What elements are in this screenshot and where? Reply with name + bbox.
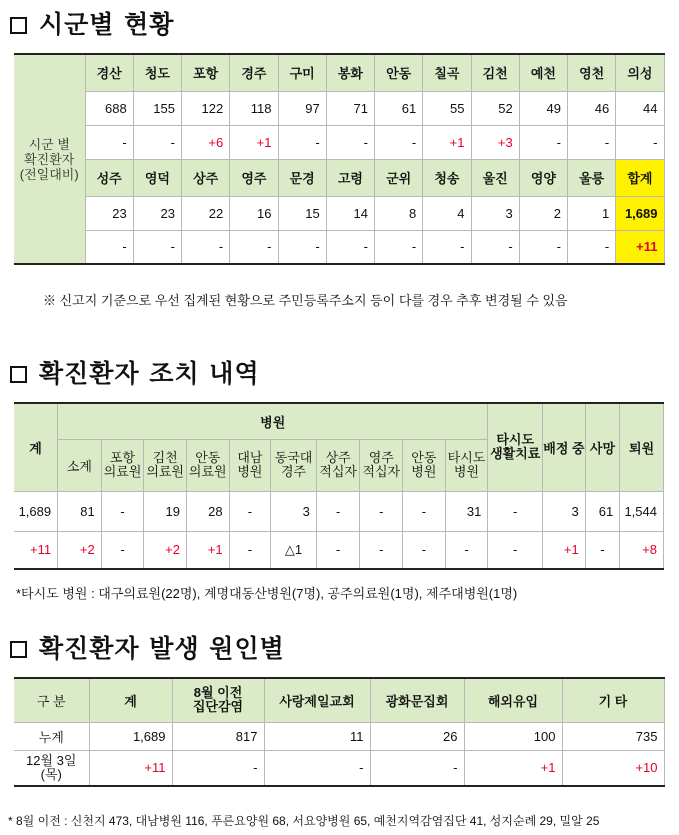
- city-name: 경산: [85, 54, 133, 91]
- table-cell: -: [488, 491, 543, 531]
- table-cell: -: [488, 531, 543, 569]
- section-title-cause: 확진환자 발생 원인별: [10, 629, 285, 665]
- city-name: 김천: [471, 54, 519, 91]
- table-cell: -: [101, 491, 144, 531]
- header-hospital-sub: 타시도 병원: [445, 439, 488, 491]
- table-cell: -: [375, 125, 423, 159]
- table-cell: 735: [562, 722, 664, 750]
- checkbox-square-icon: [10, 641, 27, 658]
- header-discharge: 퇴원: [620, 403, 664, 491]
- note-city: ※ 신고지 기준으로 우선 집계된 현황으로 주민등록주소지 등이 다를 경우 추후 변경될 수 있음: [43, 293, 568, 308]
- header-total: 계: [14, 403, 58, 491]
- table-cell: -: [326, 125, 374, 159]
- city-name: 구미: [278, 54, 326, 91]
- table-cell: 118: [230, 91, 278, 125]
- table-cell: -: [278, 230, 326, 264]
- table-cell: +1: [186, 531, 229, 569]
- header-cause: 광화문집회: [370, 678, 464, 722]
- note-cause: * 8월 이전 : 신천지 473, 대남병원 116, 푸른요양원 68, 서요양병원 65, 예천지역감염집단 41, 성지순례 29, 밀알 25: [8, 814, 600, 828]
- table-cell: -: [133, 230, 181, 264]
- table-row: [14, 722, 664, 750]
- table-cell: 1,544: [620, 491, 664, 531]
- table-cell: 3: [271, 491, 317, 531]
- checkbox-square-icon: [10, 366, 27, 383]
- table-cell: +2: [58, 531, 102, 569]
- table-cell: 8: [375, 196, 423, 230]
- header-hospital-sub: 김천 의료원: [144, 439, 187, 491]
- table-row: [14, 531, 664, 569]
- table-cell: 46: [568, 91, 616, 125]
- table-cell: 49: [519, 91, 567, 125]
- table-cell: 28: [186, 491, 229, 531]
- table-cell: -: [471, 230, 519, 264]
- table-cell: 97: [278, 91, 326, 125]
- table-cell: 688: [85, 91, 133, 125]
- table-cell: -: [403, 531, 446, 569]
- table-row: [14, 196, 664, 230]
- header-hospital-sub: 대남 병원: [229, 439, 271, 491]
- table-cell: -: [423, 230, 471, 264]
- header-cause: 기 타: [562, 678, 664, 722]
- table-row: [14, 230, 664, 264]
- header-hospital-sub: 동국대 경주: [271, 439, 317, 491]
- table-cell: -: [85, 230, 133, 264]
- row-label: 누계: [14, 722, 89, 750]
- table-cell: -: [230, 230, 278, 264]
- city-name: 영주: [230, 159, 278, 196]
- city-name: 영양: [519, 159, 567, 196]
- city-name: 영천: [568, 54, 616, 91]
- section-title-measures: 확진환자 조치 내역: [10, 354, 260, 390]
- table-cell: +11: [89, 750, 172, 786]
- table-cell: +11: [616, 230, 664, 264]
- city-name: 문경: [278, 159, 326, 196]
- header-cause: 사랑제일교회: [264, 678, 370, 722]
- city-name: 청송: [423, 159, 471, 196]
- table-cell: 16: [230, 196, 278, 230]
- table-cell: -: [229, 491, 271, 531]
- table-cell: +1: [230, 125, 278, 159]
- city-name: 봉화: [326, 54, 374, 91]
- city-name: 울진: [471, 159, 519, 196]
- table-cell: -: [445, 531, 488, 569]
- cause-table: [14, 677, 665, 787]
- table-cell: -: [585, 531, 620, 569]
- table-cell: △1: [271, 531, 317, 569]
- header-hospital-sub: 영주 적십자: [360, 439, 403, 491]
- table-cell: 155: [133, 91, 181, 125]
- table-cell: -: [360, 531, 403, 569]
- table-cell: -: [568, 230, 616, 264]
- city-name: 군위: [375, 159, 423, 196]
- table-row: [14, 678, 664, 722]
- city-name: 울릉: [568, 159, 616, 196]
- table-cell: -: [568, 125, 616, 159]
- table-cell: 1,689: [14, 491, 58, 531]
- table-cell: 26: [370, 722, 464, 750]
- row-label-confirmed: 시군 별 확진환자 (전일대비): [14, 54, 85, 264]
- city-name: 경주: [230, 54, 278, 91]
- table-cell: 31: [445, 491, 488, 531]
- table-cell: 61: [585, 491, 620, 531]
- header-cause: 해외유입: [464, 678, 562, 722]
- city-name: 안동: [375, 54, 423, 91]
- table-row: [14, 750, 664, 786]
- city-name: 성주: [85, 159, 133, 196]
- row-label: 12월 3일 (목): [14, 750, 89, 786]
- header-hospital-sub: 안동 의료원: [186, 439, 229, 491]
- table-cell: +10: [562, 750, 664, 786]
- city-name: 영덕: [133, 159, 181, 196]
- table-cell: -: [316, 491, 360, 531]
- table-cell: 2: [519, 196, 567, 230]
- header-cause: 계: [89, 678, 172, 722]
- table-cell: 14: [326, 196, 374, 230]
- table-cell: 52: [471, 91, 519, 125]
- section-title-city: 시군별 현황: [10, 5, 174, 41]
- table-cell: +1: [423, 125, 471, 159]
- table-cell: +2: [144, 531, 187, 569]
- table-cell: -: [616, 125, 664, 159]
- table-cell: -: [182, 230, 230, 264]
- table-cell: -: [360, 491, 403, 531]
- header-hospital: 병원: [58, 403, 488, 439]
- table-cell: -: [519, 230, 567, 264]
- header-cause: 8월 이전 집단감염: [172, 678, 264, 722]
- table-cell: 1,689: [89, 722, 172, 750]
- city-name: 청도: [133, 54, 181, 91]
- header-death: 사망: [585, 403, 620, 491]
- table-cell: -: [133, 125, 181, 159]
- table-cell: -: [375, 230, 423, 264]
- table-cell: 61: [375, 91, 423, 125]
- table-cell: -: [519, 125, 567, 159]
- table-cell: 3: [471, 196, 519, 230]
- city-name: 상주: [182, 159, 230, 196]
- city-name: 합계: [616, 159, 664, 196]
- table-cell: 11: [264, 722, 370, 750]
- header-assigning: 배정 중: [543, 403, 586, 491]
- table-cell: 122: [182, 91, 230, 125]
- table-cell: -: [264, 750, 370, 786]
- city-name: 예천: [519, 54, 567, 91]
- city-name: 포항: [182, 54, 230, 91]
- table-cell: -: [101, 531, 144, 569]
- table-cell: -: [316, 531, 360, 569]
- header-hospital-sub: 안동 병원: [403, 439, 446, 491]
- measures-table: [14, 402, 664, 570]
- city-name: 의성: [616, 54, 664, 91]
- table-cell: 44: [616, 91, 664, 125]
- table-cell: 1: [568, 196, 616, 230]
- header-hospital-sub: 포항 의료원: [101, 439, 144, 491]
- table-cell: +1: [543, 531, 586, 569]
- table-cell: +11: [14, 531, 58, 569]
- table-cell: 19: [144, 491, 187, 531]
- table-cell: -: [403, 491, 446, 531]
- table-row: [14, 491, 664, 531]
- table-cell: 55: [423, 91, 471, 125]
- table-row: [14, 403, 664, 439]
- header-hospital-sub: 상주 적십자: [316, 439, 360, 491]
- table-cell: 817: [172, 722, 264, 750]
- city-status-table: [14, 53, 665, 265]
- table-cell: 23: [133, 196, 181, 230]
- table-cell: 1,689: [616, 196, 664, 230]
- table-cell: -: [85, 125, 133, 159]
- checkbox-square-icon: [10, 17, 27, 34]
- header-cause: 구 분: [14, 678, 89, 722]
- table-cell: 100: [464, 722, 562, 750]
- table-row: [14, 91, 664, 125]
- header-hospital-sub: 소계: [58, 439, 102, 491]
- table-cell: -: [370, 750, 464, 786]
- table-cell: +6: [182, 125, 230, 159]
- table-cell: -: [278, 125, 326, 159]
- city-name: 고령: [326, 159, 374, 196]
- table-row: [14, 125, 664, 159]
- table-cell: 22: [182, 196, 230, 230]
- header-other-province-care: 타시도 생활치료: [488, 403, 543, 491]
- table-cell: +3: [471, 125, 519, 159]
- table-cell: 3: [543, 491, 586, 531]
- table-cell: -: [172, 750, 264, 786]
- table-cell: 81: [58, 491, 102, 531]
- table-cell: -: [326, 230, 374, 264]
- table-cell: 4: [423, 196, 471, 230]
- table-cell: 71: [326, 91, 374, 125]
- table-row: [14, 159, 664, 196]
- table-cell: 23: [85, 196, 133, 230]
- table-cell: +1: [464, 750, 562, 786]
- city-name: 칠곡: [423, 54, 471, 91]
- table-cell: 15: [278, 196, 326, 230]
- table-cell: +8: [620, 531, 664, 569]
- table-row: [14, 54, 664, 91]
- note-measures: *타시도 병원 : 대구의료원(22명), 계명대동산병원(7명), 공주의료원(1명), 제주대병원(1명): [16, 586, 518, 601]
- table-cell: -: [229, 531, 271, 569]
